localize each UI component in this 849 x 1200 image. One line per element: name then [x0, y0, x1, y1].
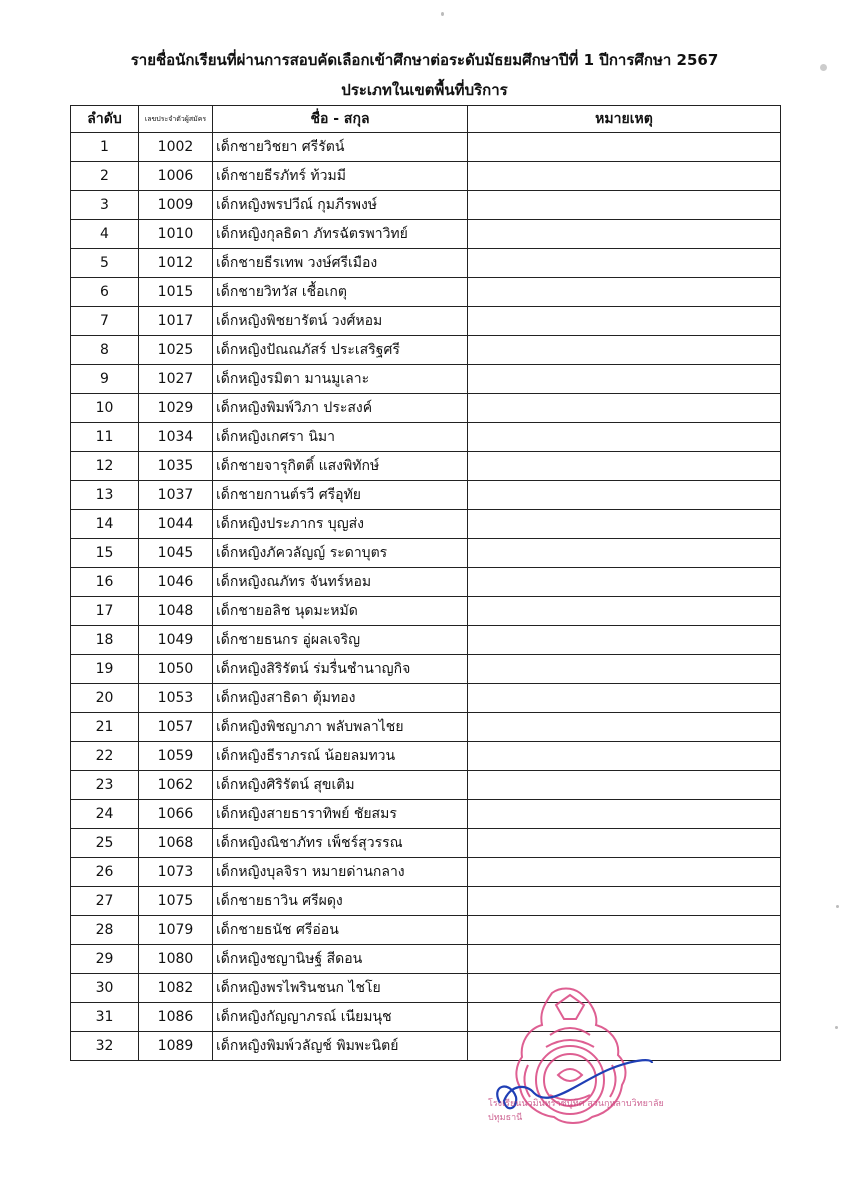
row-name-cell: เด็กชายธนกร อู่ผลเจริญ — [213, 626, 468, 655]
row-id-cell: 1009 — [139, 191, 213, 220]
table-row — [71, 887, 781, 916]
row-remark-cell — [468, 829, 781, 858]
table-row — [71, 220, 781, 249]
row-remark-cell — [468, 249, 781, 278]
row-order-cell: 19 — [71, 655, 139, 684]
table-row — [71, 771, 781, 800]
row-name-cell: เด็กหญิงพิมพ์วิภา ประสงค์ — [213, 394, 468, 423]
row-name-cell: เด็กหญิงณิชาภัทร เพ็ชร์สุวรรณ — [213, 829, 468, 858]
row-name-cell: เด็กชายธีรภัทร์ ท้วมมี — [213, 162, 468, 191]
table-row — [71, 713, 781, 742]
header-order: ลำดับ — [71, 106, 139, 133]
row-order-cell: 26 — [71, 858, 139, 887]
row-id-cell: 1034 — [139, 423, 213, 452]
scan-speck — [836, 905, 839, 908]
table-row — [71, 191, 781, 220]
row-remark-cell — [468, 307, 781, 336]
row-remark-cell — [468, 684, 781, 713]
row-id-cell: 1086 — [139, 1003, 213, 1032]
row-id-cell: 1066 — [139, 800, 213, 829]
row-remark-cell — [468, 742, 781, 771]
row-remark-cell — [468, 365, 781, 394]
row-name-cell: เด็กหญิงบุลจิรา หมายด่านกลาง — [213, 858, 468, 887]
row-name-cell: เด็กชายธีรเทพ วงษ์ศรีเมือง — [213, 249, 468, 278]
row-order-cell: 24 — [71, 800, 139, 829]
row-order-cell: 25 — [71, 829, 139, 858]
table-row — [71, 133, 781, 162]
row-order-cell: 12 — [71, 452, 139, 481]
table-row — [71, 1003, 781, 1032]
table-row — [71, 655, 781, 684]
row-order-cell: 14 — [71, 510, 139, 539]
row-remark-cell — [468, 220, 781, 249]
table-row — [71, 307, 781, 336]
row-name-cell: เด็กหญิงพิมพ์วลัญช์ พิมพะนิตย์ — [213, 1032, 468, 1061]
student-table — [70, 105, 781, 1061]
row-order-cell: 22 — [71, 742, 139, 771]
row-order-cell: 11 — [71, 423, 139, 452]
row-order-cell: 20 — [71, 684, 139, 713]
row-remark-cell — [468, 771, 781, 800]
header-remark: หมายเหตุ — [468, 106, 781, 133]
row-order-cell: 29 — [71, 945, 139, 974]
table-row — [71, 568, 781, 597]
table-row — [71, 481, 781, 510]
row-id-cell: 1025 — [139, 336, 213, 365]
row-remark-cell — [468, 452, 781, 481]
row-id-cell: 1057 — [139, 713, 213, 742]
row-id-cell: 1062 — [139, 771, 213, 800]
row-id-cell: 1045 — [139, 539, 213, 568]
row-id-cell: 1046 — [139, 568, 213, 597]
page-subtitle: ประเภทในเขตพื้นที่บริการ — [341, 81, 508, 99]
row-id-cell: 1053 — [139, 684, 213, 713]
row-id-cell: 1082 — [139, 974, 213, 1003]
row-remark-cell — [468, 539, 781, 568]
row-order-cell: 17 — [71, 597, 139, 626]
row-id-cell: 1089 — [139, 1032, 213, 1061]
row-remark-cell — [468, 655, 781, 684]
row-name-cell: เด็กหญิงเกศรา นิมา — [213, 423, 468, 452]
table-row — [71, 945, 781, 974]
row-id-cell: 1035 — [139, 452, 213, 481]
row-name-cell: เด็กหญิงภัควลัญญ์ ระดาบุตร — [213, 539, 468, 568]
table-row — [71, 800, 781, 829]
table-row — [71, 974, 781, 1003]
row-order-cell: 16 — [71, 568, 139, 597]
row-remark-cell — [468, 916, 781, 945]
row-id-cell: 1048 — [139, 597, 213, 626]
row-name-cell: เด็กหญิงสายธาราทิพย์ ชัยสมร — [213, 800, 468, 829]
row-name-cell: เด็กหญิงรมิตา มานมูเลาะ — [213, 365, 468, 394]
row-remark-cell — [468, 423, 781, 452]
row-order-cell: 2 — [71, 162, 139, 191]
row-id-cell: 1073 — [139, 858, 213, 887]
row-name-cell: เด็กชายธนัช ศรีอ่อน — [213, 916, 468, 945]
row-order-cell: 8 — [71, 336, 139, 365]
row-remark-cell — [468, 481, 781, 510]
row-id-cell: 1059 — [139, 742, 213, 771]
row-id-cell: 1050 — [139, 655, 213, 684]
row-order-cell: 4 — [71, 220, 139, 249]
row-name-cell: เด็กหญิงธีราภรณ์ น้อยลมทวน — [213, 742, 468, 771]
row-name-cell: เด็กหญิงสิริรัตน์ ร่มรื่นชำนาญกิจ — [213, 655, 468, 684]
row-id-cell: 1012 — [139, 249, 213, 278]
row-id-cell: 1079 — [139, 916, 213, 945]
row-remark-cell — [468, 162, 781, 191]
row-remark-cell — [468, 800, 781, 829]
row-name-cell: เด็กหญิงกุลธิดา ภัทรฉัตรพาวิทย์ — [213, 220, 468, 249]
row-remark-cell — [468, 133, 781, 162]
row-remark-cell — [468, 597, 781, 626]
row-id-cell: 1068 — [139, 829, 213, 858]
row-name-cell: เด็กหญิงประภากร บุญส่ง — [213, 510, 468, 539]
row-order-cell: 21 — [71, 713, 139, 742]
row-remark-cell — [468, 945, 781, 974]
row-remark-cell — [468, 713, 781, 742]
table-row — [71, 742, 781, 771]
row-id-cell: 1006 — [139, 162, 213, 191]
row-name-cell: เด็กชายจารุกิตติ์ แสงพิทักษ์ — [213, 452, 468, 481]
row-id-cell: 1027 — [139, 365, 213, 394]
row-remark-cell — [468, 394, 781, 423]
table-row — [71, 394, 781, 423]
row-name-cell: เด็กชายอลิช นุดมะหมัด — [213, 597, 468, 626]
row-id-cell: 1002 — [139, 133, 213, 162]
row-order-cell: 6 — [71, 278, 139, 307]
scan-speck — [820, 64, 827, 71]
row-remark-cell — [468, 336, 781, 365]
row-name-cell: เด็กชายวิชยา ศรีรัตน์ — [213, 133, 468, 162]
row-name-cell: เด็กหญิงพิชญาภา พลับพลาไชย — [213, 713, 468, 742]
row-name-cell: เด็กหญิงกัญญาภรณ์ เนียมนุช — [213, 1003, 468, 1032]
seal-caption: โรงเรียนนวมินทราชินูทิศ สวนกุหลาบวิทยาลัย ปทุมธานี — [488, 1099, 664, 1123]
row-id-cell: 1017 — [139, 307, 213, 336]
table-header-row — [71, 106, 781, 133]
row-order-cell: 32 — [71, 1032, 139, 1061]
row-order-cell: 5 — [71, 249, 139, 278]
row-order-cell: 30 — [71, 974, 139, 1003]
row-order-cell: 31 — [71, 1003, 139, 1032]
row-name-cell: เด็กหญิงปัณณภัสร์ ประเสริฐศรี — [213, 336, 468, 365]
page-title: รายชื่อนักเรียนที่ผ่านการสอบคัดเลือกเข้าศึกษาต่อระดับมัธยมศึกษาปีที่ 1 ปีการศึกษา 2567 — [130, 51, 719, 69]
row-remark-cell — [468, 568, 781, 597]
row-name-cell: เด็กชายวิทวัส เชื้อเกตุ — [213, 278, 468, 307]
table-row — [71, 626, 781, 655]
row-name-cell: เด็กหญิงศิริรัตน์ สุขเติม — [213, 771, 468, 800]
table-row — [71, 365, 781, 394]
row-id-cell: 1049 — [139, 626, 213, 655]
row-remark-cell — [468, 278, 781, 307]
row-order-cell: 3 — [71, 191, 139, 220]
row-order-cell: 10 — [71, 394, 139, 423]
row-order-cell: 18 — [71, 626, 139, 655]
row-order-cell: 1 — [71, 133, 139, 162]
row-name-cell: เด็กหญิงพรไพรินชนก ไชโย — [213, 974, 468, 1003]
row-name-cell: เด็กชายกานต์รวี ศรีอุทัย — [213, 481, 468, 510]
row-order-cell: 13 — [71, 481, 139, 510]
scan-speck — [835, 1026, 838, 1029]
row-id-cell: 1080 — [139, 945, 213, 974]
header-id: เลขประจำตัวผู้สมัคร — [139, 106, 213, 133]
row-id-cell: 1037 — [139, 481, 213, 510]
row-name-cell: เด็กหญิงณภัทร จันทร์หอม — [213, 568, 468, 597]
row-order-cell: 23 — [71, 771, 139, 800]
table-row — [71, 510, 781, 539]
row-order-cell: 7 — [71, 307, 139, 336]
row-remark-cell — [468, 858, 781, 887]
table-row — [71, 336, 781, 365]
table-row — [71, 597, 781, 626]
scan-speck — [441, 12, 444, 16]
row-name-cell: เด็กหญิงชญานิษฐ์ สีดอน — [213, 945, 468, 974]
table-row — [71, 684, 781, 713]
row-remark-cell — [468, 887, 781, 916]
row-order-cell: 15 — [71, 539, 139, 568]
table-row — [71, 1032, 781, 1061]
table-row — [71, 162, 781, 191]
table-row — [71, 249, 781, 278]
table-row — [71, 452, 781, 481]
row-name-cell: เด็กหญิงสาธิดา ตุ้มทอง — [213, 684, 468, 713]
row-id-cell: 1044 — [139, 510, 213, 539]
row-remark-cell — [468, 510, 781, 539]
row-id-cell: 1015 — [139, 278, 213, 307]
row-order-cell: 27 — [71, 887, 139, 916]
header-name: ชื่อ - สกุล — [213, 106, 468, 133]
table-row — [71, 278, 781, 307]
row-id-cell: 1010 — [139, 220, 213, 249]
row-id-cell: 1075 — [139, 887, 213, 916]
row-name-cell: เด็กหญิงพรปวีณ์ กุมภีรพงษ์ — [213, 191, 468, 220]
table-body — [71, 133, 781, 1061]
row-order-cell: 9 — [71, 365, 139, 394]
row-name-cell: เด็กชายธาวิน ศรีผดุง — [213, 887, 468, 916]
row-remark-cell — [468, 626, 781, 655]
table-row — [71, 829, 781, 858]
table-row — [71, 858, 781, 887]
row-order-cell: 28 — [71, 916, 139, 945]
row-name-cell: เด็กหญิงพิชยารัตน์ วงศ์หอม — [213, 307, 468, 336]
row-remark-cell — [468, 191, 781, 220]
table-row — [71, 916, 781, 945]
table-row — [71, 539, 781, 568]
table-row — [71, 423, 781, 452]
row-id-cell: 1029 — [139, 394, 213, 423]
